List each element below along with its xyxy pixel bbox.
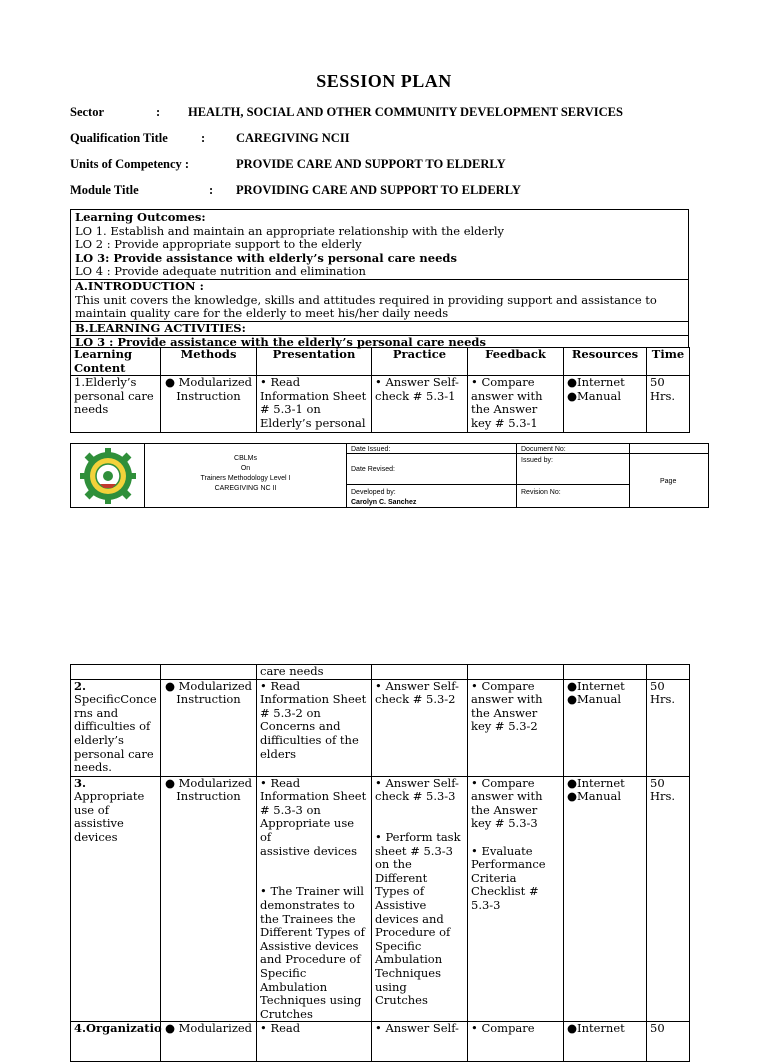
cell-line: Hrs. (650, 388, 676, 403)
cell-time (647, 776, 690, 1022)
cell-line: Ambulation (260, 979, 328, 994)
cell-line: difficulties of the (260, 732, 359, 747)
cell-line: the Answer (471, 802, 538, 817)
cell-line: the Answer (471, 705, 538, 720)
cell-line: • Perform task (375, 829, 461, 844)
cell-practice (372, 376, 468, 433)
cell-methods (161, 679, 257, 776)
cell-line: devices (74, 829, 118, 844)
cell-line: Techniques using (260, 993, 362, 1008)
cell-line: check # 5.3-1 (375, 388, 456, 403)
meta-colon: : (209, 183, 214, 197)
cell-line: Crutches (375, 993, 428, 1008)
outcomes-box (70, 209, 689, 348)
cell-line: needs. (74, 760, 112, 775)
cell-line: Procedure of (375, 925, 451, 940)
cell-line: elderly’s (74, 732, 124, 747)
cell-line: key # 5.3-1 (471, 415, 538, 430)
meta-label: Module Title (70, 183, 139, 197)
cell-line: Checklist # (471, 884, 539, 899)
cell-resources: ●Internet (564, 1022, 647, 1062)
header-text: Content (74, 360, 126, 375)
cell-line: answer with (471, 789, 543, 804)
cell-line: ●Manual (567, 692, 622, 707)
issued-by-label: Issued by: (521, 457, 553, 464)
cell-practice (372, 665, 468, 680)
cell-line: • Answer Self- (375, 775, 459, 790)
cell-line: Elderly’s personal (260, 415, 366, 430)
cell-line: answer with (471, 692, 543, 707)
cell-feedback (468, 665, 564, 680)
cell-line: # 5.3-1 on (260, 402, 321, 417)
cell-practice (372, 679, 468, 776)
meta-colon: : (201, 131, 206, 145)
cell-line: the Answer (471, 402, 538, 417)
meta-label: Qualification Title (70, 131, 168, 145)
footer-logo-cell (71, 444, 145, 507)
cell-line: Different Types of (260, 925, 365, 940)
cell-line: use of (74, 802, 109, 817)
developer-name: Carolyn C. Sanchez (351, 499, 417, 506)
cell-line: • Answer Self- (375, 678, 459, 693)
table-row (71, 376, 690, 433)
page-title: SESSION PLAN (316, 71, 452, 91)
footer-org-cell (145, 444, 347, 507)
revision-no-label: Revision No: (521, 489, 561, 496)
cell-time: 50 (647, 1022, 690, 1062)
cell-time (647, 665, 690, 680)
cell-feedback (468, 376, 564, 433)
cell-resources (564, 776, 647, 1022)
cell-line: • Read (260, 775, 301, 790)
cell-line: Ambulation (375, 952, 443, 967)
table-row (71, 1022, 690, 1062)
cell-line: ●Internet (567, 375, 625, 390)
cell-line: ●Manual (567, 789, 622, 804)
developed-by-label: Developed by: (351, 489, 396, 496)
footer-text: CAREGIVING NC II (214, 485, 277, 492)
cell-line: # 5.3-2 on (260, 705, 321, 720)
cell-line: assistive devices (260, 843, 357, 858)
meta-colon: : (156, 105, 161, 119)
cell-line: ●Manual (567, 388, 622, 403)
table-row (71, 665, 690, 680)
cell-line: ●Internet (567, 678, 625, 693)
cell-practice (372, 776, 468, 1022)
cell-line: Instruction (176, 692, 241, 707)
cell-line: • Read (260, 678, 301, 693)
cell-line: • The Trainer will (260, 884, 364, 899)
cell-methods (161, 776, 257, 1022)
meta-value: CAREGIVING NCII (236, 131, 350, 145)
cell-methods (161, 665, 257, 680)
cell-line: Specific (260, 965, 307, 980)
cell-line: Assistive (375, 897, 427, 912)
cell-content (71, 665, 161, 680)
cell-line: • Evaluate (471, 843, 533, 858)
cell-line: Appropriate use of (260, 816, 355, 844)
lo-item: LO 2 : Provide appropriate support to the elderly (75, 237, 362, 252)
meta-label: Sector (70, 105, 105, 119)
footer-text: Trainers Methodology Level I (200, 475, 291, 482)
meta-label: Units of Competency : (70, 157, 190, 171)
date-revised-label: Date Revised: (351, 466, 395, 473)
cell-line: • Read (260, 375, 301, 390)
cell-line: key # 5.3-3 (471, 816, 538, 831)
introduction-text: maintain quality care for the elderly to meet his/her daily needs (75, 306, 449, 321)
cell-line: • Compare (471, 375, 535, 390)
cell-feedback (468, 776, 564, 1022)
cell-line: Information Sheet (260, 692, 367, 707)
cell-line: 5.3-3 (471, 897, 501, 912)
cell-line: • Compare (471, 678, 535, 693)
header-practice: Practice (372, 348, 468, 376)
cell-resources (564, 376, 647, 433)
header-learning-content (71, 348, 161, 376)
cell-presentation: care needs (257, 665, 372, 680)
cell-time (647, 679, 690, 776)
cell-methods: ● Modularized (161, 1022, 257, 1062)
cell-content (71, 776, 161, 1022)
cell-line: • Answer Self- (375, 375, 459, 390)
activities-lo-line: LO 3 : Provide assistance with the elderly’s personal care needs (75, 335, 486, 350)
cell-line: Assistive devices (260, 938, 359, 953)
introduction-text: This unit covers the knowledge, skills and attitudes required in providing support and assistance to (75, 292, 657, 307)
cell-line: personal care (74, 746, 154, 761)
cell-line: 2. (74, 678, 87, 693)
cell-line: rns and (74, 705, 119, 720)
cell-line: 50 (650, 775, 665, 790)
cell-presentation (257, 776, 372, 1022)
cell-line: ● Modularized (164, 775, 253, 790)
learning-activities-table (70, 347, 690, 433)
lo-item: LO 4 : Provide adequate nutrition and elimination (75, 264, 366, 279)
cell-line: Hrs. (650, 789, 676, 804)
activities-heading: B.LEARNING ACTIVITIES: (75, 320, 246, 335)
cell-line: Concerns and (260, 719, 341, 734)
header-methods: Methods (161, 348, 257, 376)
cell-line: Information Sheet (260, 789, 367, 804)
cell-line: Criteria (471, 870, 517, 885)
footer-text: On (240, 465, 251, 472)
cell-line: Information Sheet (260, 388, 367, 403)
cell-line: ●Internet (567, 775, 625, 790)
cell-resources (564, 665, 647, 680)
cell-resources (564, 679, 647, 776)
cell-line: elders (260, 746, 297, 761)
table-row (71, 679, 690, 776)
table-row (71, 776, 690, 1022)
learning-activities-table-continued (70, 664, 690, 1062)
date-issued-label: Date Issued: (351, 446, 391, 453)
cell-line: on the (375, 857, 412, 872)
cell-line: and Procedure of (260, 952, 361, 967)
cell-content (71, 679, 161, 776)
header-time: Time (647, 348, 690, 376)
cell-line: • Compare (471, 775, 535, 790)
cell-line: needs (74, 402, 109, 417)
cell-line: check # 5.3-3 (375, 789, 456, 804)
cell-line: 50 (650, 375, 665, 390)
cell-practice: • Answer Self- (372, 1022, 468, 1062)
cell-line: personal care (74, 388, 154, 403)
cell-line: answer with (471, 388, 543, 403)
cell-feedback (468, 679, 564, 776)
cell-presentation: • Read (257, 1022, 372, 1062)
cell-line: Types of (375, 884, 425, 899)
cell-line: # 5.3-3 on (260, 802, 321, 817)
cell-line: SpecificConce (74, 692, 157, 707)
header-resources: Resources (564, 348, 647, 376)
cell-line: ● Modularized (164, 375, 253, 390)
cell-line: using (375, 979, 407, 994)
cell-presentation (257, 679, 372, 776)
cell-line: Appropriate (74, 789, 145, 804)
meta-value: PROVIDE CARE AND SUPPORT TO ELDERLY (236, 157, 506, 171)
cell-time (647, 376, 690, 433)
cell-line: Instruction (176, 789, 241, 804)
page-label: Page (660, 478, 677, 485)
cell-line: sheet # 5.3-3 (375, 843, 453, 858)
footer-text: CBLMs (234, 455, 257, 462)
learning-outcomes-heading: Learning Outcomes: (75, 210, 206, 224)
cell-line: the Trainees the (260, 911, 356, 926)
cell-line: Specific (375, 938, 422, 953)
cell-content: 4.Organizatio (71, 1022, 161, 1062)
cell-line: key # 5.3-2 (471, 719, 538, 734)
document-footer (70, 443, 709, 508)
cell-line: 50 (650, 678, 665, 693)
cell-line: 3. (74, 775, 87, 790)
cell-line: Instruction (176, 388, 241, 403)
meta-value: HEALTH, SOCIAL AND OTHER COMMUNITY DEVELOPMENT SERVICES (188, 105, 623, 119)
introduction-heading: A.INTRODUCTION : (75, 278, 204, 293)
cell-line: Crutches (260, 1006, 313, 1021)
cell-line: Different (375, 870, 428, 885)
cell-line: Hrs. (650, 692, 676, 707)
school-seal-icon (78, 446, 138, 506)
cell-line: demonstrates to (260, 897, 355, 912)
cell-line: Techniques (375, 965, 441, 980)
cell-line: assistive (74, 816, 124, 831)
cell-line: ● Modularized (164, 678, 253, 693)
cell-line: difficulties of (74, 719, 151, 734)
lo-item: LO 1. Establish and maintain an appropriate relationship with the elderly (75, 223, 505, 238)
header-presentation: Presentation (257, 348, 372, 376)
cell-feedback: • Compare (468, 1022, 564, 1062)
cell-methods (161, 376, 257, 433)
cell-line: devices and (375, 911, 444, 926)
header-text: Learning (74, 347, 133, 361)
cell-line: 1.Elderly’s (74, 375, 137, 390)
document-no-label: Document No: (521, 446, 566, 453)
header-feedback: Feedback (468, 348, 564, 376)
cell-line: Performance (471, 857, 546, 872)
meta-value: PROVIDING CARE AND SUPPORT TO ELDERLY (236, 183, 521, 197)
cell-presentation (257, 376, 372, 433)
cell-line: check # 5.3-2 (375, 692, 456, 707)
lo-item: LO 3: Provide assistance with elderly’s personal care needs (75, 250, 457, 265)
cell-content (71, 376, 161, 433)
